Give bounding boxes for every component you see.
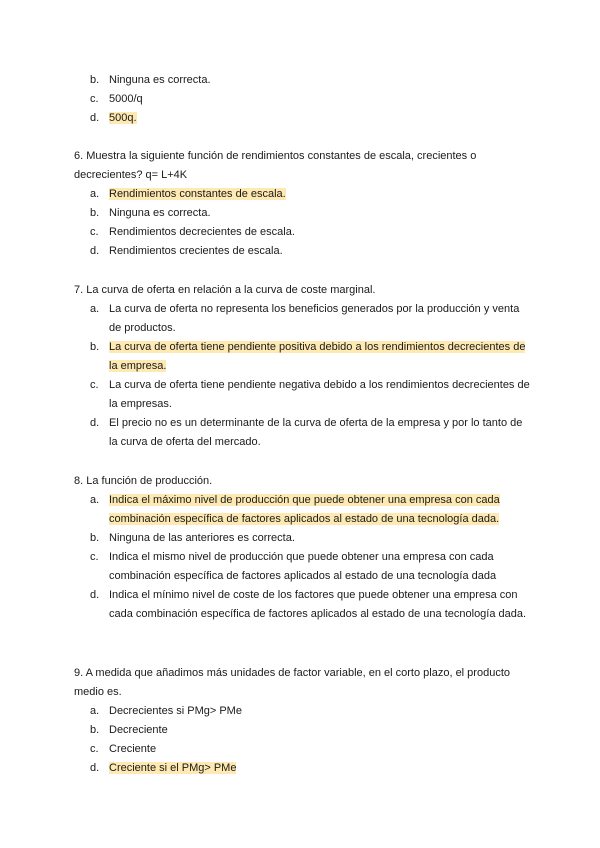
option-letter: b. bbox=[90, 341, 100, 353]
option-text: Ninguna es correcta. bbox=[109, 207, 211, 219]
option-letter: c. bbox=[90, 93, 99, 105]
q9-option-d bbox=[90, 759, 530, 778]
option-letter: d. bbox=[90, 762, 100, 774]
q9-options bbox=[90, 702, 530, 778]
option-letter: d. bbox=[90, 417, 100, 429]
q7-option-a bbox=[90, 300, 530, 338]
q5-option-b bbox=[90, 71, 530, 90]
option-text-highlighted: Rendimientos constantes de escala. bbox=[109, 188, 286, 200]
q8-option-d bbox=[90, 586, 530, 624]
q6-question: 6. Muestra la siguiente función de rendimientos constantes de escala, crecientes o decrecientes? q= L+4K bbox=[74, 150, 477, 181]
option-text: El precio no es un determinante de la curva de oferta de la empresa y por lo tanto de la curva de oferta del mercado. bbox=[109, 417, 523, 448]
option-letter: a. bbox=[90, 188, 100, 200]
q8-option-a bbox=[90, 491, 530, 529]
q5-option-d bbox=[90, 109, 530, 128]
option-letter: c. bbox=[90, 743, 99, 755]
q6-option-d bbox=[90, 242, 530, 261]
option-letter: d. bbox=[90, 589, 100, 601]
option-letter: d. bbox=[90, 112, 100, 124]
q5-options bbox=[90, 71, 530, 128]
option-text: Decreciente bbox=[109, 724, 168, 736]
option-letter: c. bbox=[90, 226, 99, 238]
option-letter: c. bbox=[90, 551, 99, 563]
q9-question: 9. A medida que añadimos más unidades de factor variable, en el corto plazo, el producto medio es. bbox=[74, 667, 510, 698]
option-letter: a. bbox=[90, 494, 100, 506]
option-text: 5000/q bbox=[109, 93, 143, 105]
option-letter: b. bbox=[90, 207, 100, 219]
option-letter: d. bbox=[90, 245, 100, 257]
option-text: La curva de oferta no representa los beneficios generados por la producción y venta de productos. bbox=[109, 303, 520, 334]
option-text: Decrecientes si PMg> PMe bbox=[109, 705, 242, 717]
q8-option-b bbox=[90, 529, 530, 548]
option-text: Rendimientos crecientes de escala. bbox=[109, 245, 283, 257]
q7-option-c bbox=[90, 376, 530, 414]
option-text: Indica el mínimo nivel de coste de los factores que puede obtener una empresa con cada combinación específica de factores aplicados al estado de una tecnología dada. bbox=[109, 589, 527, 620]
q8-question: 8. La función de producción. bbox=[74, 475, 213, 487]
q9-option-a bbox=[90, 702, 530, 721]
q7-option-b bbox=[90, 338, 530, 376]
option-text-highlighted: Creciente si el PMg> PMe bbox=[109, 762, 237, 774]
option-text: La curva de oferta tiene pendiente negativa debido a los rendimientos decrecientes de la empresas. bbox=[109, 379, 530, 410]
option-letter: b. bbox=[90, 724, 100, 736]
option-text: Indica el mismo nivel de producción que puede obtener una empresa con cada combinación específica de factores aplicados al estado de una tecnología dada bbox=[109, 551, 497, 582]
q6-option-a bbox=[90, 185, 530, 204]
option-text: Creciente bbox=[109, 743, 157, 755]
option-letter: a. bbox=[90, 705, 100, 717]
q6-option-c bbox=[90, 223, 530, 242]
q9-option-b bbox=[90, 721, 530, 740]
option-letter: b. bbox=[90, 74, 100, 86]
option-text-highlighted: Indica el máximo nivel de producción que puede obtener una empresa con cada combinación específica de factores aplicados al estado de una tecnología dada. bbox=[109, 494, 500, 525]
q6-option-b bbox=[90, 204, 530, 223]
q6-options bbox=[90, 185, 530, 261]
option-letter: a. bbox=[90, 303, 100, 315]
option-letter: b. bbox=[90, 532, 100, 544]
option-text: Rendimientos decrecientes de escala. bbox=[109, 226, 295, 238]
q8-option-c bbox=[90, 548, 530, 586]
q7-option-d bbox=[90, 414, 530, 452]
option-text: Ninguna es correcta. bbox=[109, 74, 211, 86]
q7-question: 7. La curva de oferta en relación a la curva de coste marginal. bbox=[74, 284, 376, 296]
option-letter: c. bbox=[90, 379, 99, 391]
q8-options bbox=[90, 491, 530, 624]
option-text-highlighted: La curva de oferta tiene pendiente positiva debido a los rendimientos decrecientes de la empresa. bbox=[109, 341, 526, 372]
option-text-highlighted: 500q. bbox=[109, 112, 137, 124]
option-text: Ninguna de las anteriores es correcta. bbox=[109, 532, 295, 544]
q7-options bbox=[90, 300, 530, 452]
q5-option-c bbox=[90, 90, 530, 109]
q9-option-c bbox=[90, 740, 530, 759]
